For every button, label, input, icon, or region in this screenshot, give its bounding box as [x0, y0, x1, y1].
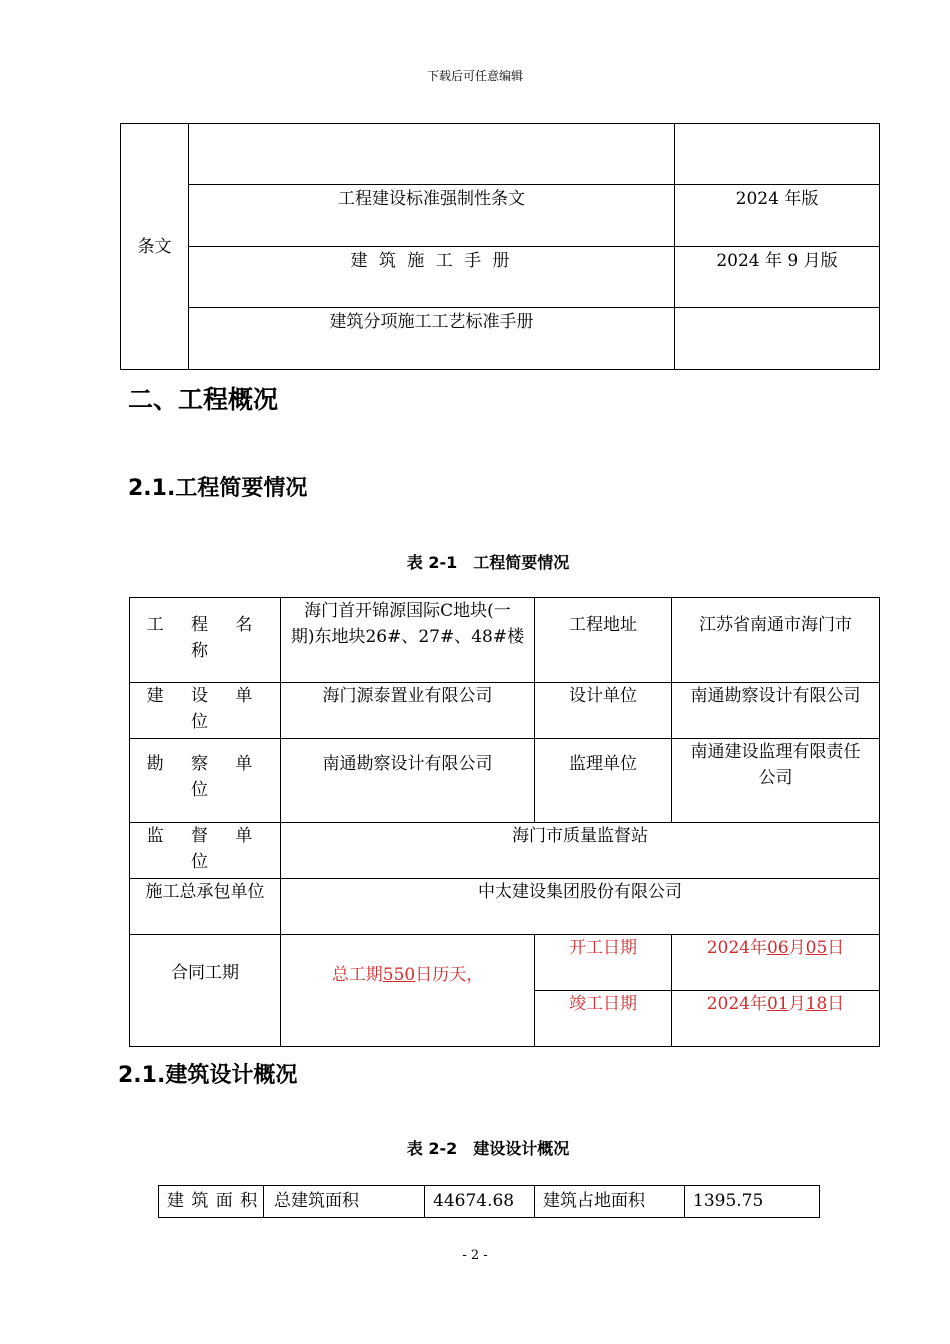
monitor-label: 监 督 单 位 [146, 826, 264, 872]
table-caption: 表 2-2 建设设计概况 [406, 1139, 570, 1158]
standard-edition [675, 308, 880, 370]
page-number: - 2 - [462, 1248, 488, 1263]
monitor-value: 海门市质量监督站 [281, 823, 880, 879]
header-note: 下载后可任意编辑 [426, 69, 523, 83]
contractor-label: 施工总承包单位 [130, 879, 281, 935]
supervision-label: 监理单位 [535, 739, 672, 823]
standard-name: 建 筑 施 工 手 册 [189, 247, 675, 308]
period-value: 总工期550日历天， [281, 935, 535, 1047]
design-label: 设计单位 [535, 683, 672, 739]
subsection-title: 2.1.工程简要情况 [128, 476, 308, 501]
project-name-label: 工 程 名 称 [146, 615, 264, 661]
section-title: 二、工程概况 [128, 385, 279, 414]
standard-edition: 2024 年 9 月版 [675, 247, 880, 308]
finish-date-label: 竣工日期 [535, 991, 672, 1047]
subsection-title: 2.1.建筑设计概况 [118, 1063, 298, 1088]
builder-label: 建 设 单 位 [146, 686, 264, 732]
design-cell: 建 筑 面 积 [159, 1186, 264, 1218]
table-caption: 表 2-1 工程简要情况 [406, 553, 570, 572]
address-value: 江苏省南通市海门市 [672, 598, 880, 683]
standards-table [120, 123, 880, 370]
design-value: 南通勘察设计有限公司 [672, 683, 880, 739]
standard-name: 工程建设标准强制性条文 [189, 185, 675, 247]
supervision-line: 南通建设监理有限责任 [690, 742, 861, 762]
survey-value: 南通勘察设计有限公司 [281, 739, 535, 823]
standard-name [189, 124, 675, 185]
standard-name: 建筑分项施工工艺标准手册 [189, 308, 675, 370]
project-overview-table [129, 597, 880, 1047]
design-cell: 44674.68 [425, 1186, 535, 1218]
standard-edition: 2024 年版 [675, 185, 880, 247]
finish-date-value: 2024年01月18日 [672, 991, 880, 1047]
supervision-line: 公司 [758, 768, 793, 788]
address-label: 工程地址 [535, 598, 672, 683]
builder-value: 海门源泰置业有限公司 [281, 683, 535, 739]
standard-edition [675, 124, 880, 185]
design-cell: 1395.75 [685, 1186, 820, 1218]
start-date-label: 开工日期 [535, 935, 672, 991]
contractor-value: 中太建设集团股份有限公司 [281, 879, 880, 935]
period-label: 合同工期 [130, 935, 281, 1047]
survey-label: 勘 察 单 位 [146, 754, 264, 800]
project-name-line: 期)东地块26#、27#、48#楼 [290, 627, 525, 647]
project-name-line: 海门首开锦源国际C地块(一 [304, 601, 511, 621]
design-overview-table [158, 1185, 820, 1218]
design-cell: 建筑占地面积 [535, 1186, 685, 1218]
standards-label: 条文 [121, 124, 189, 370]
design-cell: 总建筑面积 [264, 1186, 425, 1218]
start-date-value: 2024年06月05日 [672, 935, 880, 991]
